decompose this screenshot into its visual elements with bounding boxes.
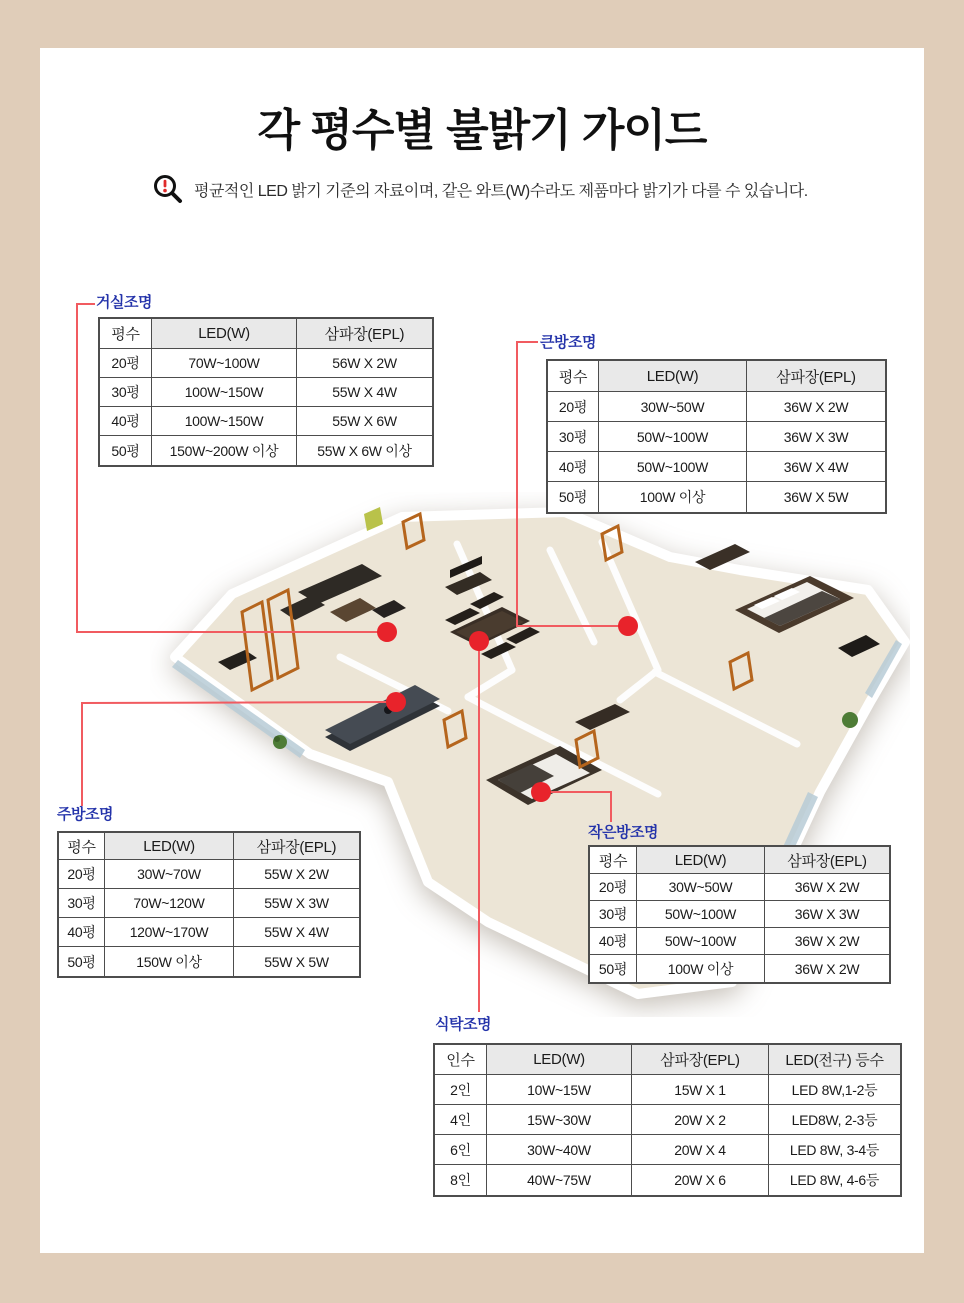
table-cell: 50W~100W bbox=[599, 452, 747, 482]
table-cell: 50평 bbox=[548, 482, 599, 512]
dining-table bbox=[433, 1043, 902, 1197]
table-cell: 20W X 4 bbox=[632, 1135, 769, 1165]
table-cell: 36W X 4W bbox=[747, 452, 885, 482]
table-cell: 50W~100W bbox=[637, 928, 765, 955]
table-cell: 20W X 6 bbox=[632, 1165, 769, 1195]
table-cell: 55W X 6W bbox=[297, 407, 432, 436]
table-cell: 20평 bbox=[100, 349, 152, 378]
page-title: 각 평수별 불밝기 가이드 bbox=[257, 106, 707, 155]
notice-text: 평균적인 LED 밝기 기준의 자료이며, 같은 와트(W)수라도 제품마다 밝기가 다를 수 있습니다. bbox=[194, 182, 808, 200]
label-small-room: 작은방조명 bbox=[588, 824, 658, 841]
table-cell: 55W X 5W bbox=[234, 947, 359, 976]
label-dining: 식탁조명 bbox=[435, 1016, 491, 1033]
table-cell: LED8W, 2-3등 bbox=[769, 1105, 900, 1135]
label-master-room: 큰방조명 bbox=[540, 334, 596, 351]
table-cell: 30평 bbox=[590, 901, 637, 928]
table-cell: 36W X 3W bbox=[765, 901, 889, 928]
table-cell: 55W X 4W bbox=[234, 918, 359, 947]
table-cell: 150W~200W 이상 bbox=[152, 436, 297, 465]
table-cell: 36W X 2W bbox=[765, 955, 889, 982]
table-cell: 15W~30W bbox=[487, 1105, 632, 1135]
table-cell: LED 8W, 4-6등 bbox=[769, 1165, 900, 1195]
living-room-table bbox=[98, 317, 434, 467]
table-header-cell: 평수 bbox=[590, 847, 637, 874]
table-header-cell: 삼파장(EPL) bbox=[297, 319, 432, 349]
table-cell: 20W X 2 bbox=[632, 1105, 769, 1135]
table-header-cell: 삼파장(EPL) bbox=[747, 361, 885, 392]
table-header-cell: LED(W) bbox=[487, 1045, 632, 1075]
table-cell: 100W 이상 bbox=[637, 955, 765, 982]
table-cell: 36W X 3W bbox=[747, 422, 885, 452]
table-header-cell: 평수 bbox=[59, 833, 105, 860]
table-cell: 70W~120W bbox=[105, 889, 234, 918]
table-cell: 100W~150W bbox=[152, 378, 297, 407]
table-cell: 150W 이상 bbox=[105, 947, 234, 976]
table-cell: LED 8W, 3-4등 bbox=[769, 1135, 900, 1165]
table-header-cell: 삼파장(EPL) bbox=[632, 1045, 769, 1075]
table-cell: 50W~100W bbox=[599, 422, 747, 452]
table-cell: LED 8W,1-2등 bbox=[769, 1075, 900, 1105]
table-cell: 55W X 2W bbox=[234, 860, 359, 889]
master-room-table bbox=[546, 359, 887, 514]
table-header-cell: LED(W) bbox=[105, 833, 234, 860]
table-cell: 70W~100W bbox=[152, 349, 297, 378]
table-cell: 30W~40W bbox=[487, 1135, 632, 1165]
table-cell: 30평 bbox=[548, 422, 599, 452]
notice-row bbox=[152, 172, 852, 206]
magnifier-alert-icon bbox=[152, 173, 184, 205]
table-cell: 4인 bbox=[435, 1105, 487, 1135]
label-kitchen: 주방조명 bbox=[57, 806, 113, 823]
table-cell: 8인 bbox=[435, 1165, 487, 1195]
table-cell: 30W~50W bbox=[599, 392, 747, 422]
table-cell: 50평 bbox=[590, 955, 637, 982]
table-cell: 40평 bbox=[100, 407, 152, 436]
table-cell: 120W~170W bbox=[105, 918, 234, 947]
table-header-cell: LED(W) bbox=[599, 361, 747, 392]
table-header-cell: LED(W) bbox=[637, 847, 765, 874]
table-cell: 55W X 6W 이상 bbox=[297, 436, 432, 465]
table-cell: 30W~70W bbox=[105, 860, 234, 889]
table-header-cell: LED(전구) 등수 bbox=[769, 1045, 900, 1075]
table-cell: 30평 bbox=[59, 889, 105, 918]
table-cell: 30평 bbox=[100, 378, 152, 407]
table-cell: 2인 bbox=[435, 1075, 487, 1105]
table-cell: 6인 bbox=[435, 1135, 487, 1165]
table-cell: 40평 bbox=[548, 452, 599, 482]
table-header-cell: 평수 bbox=[100, 319, 152, 349]
table-header-cell: LED(W) bbox=[152, 319, 297, 349]
label-living-room: 거실조명 bbox=[96, 294, 152, 311]
table-cell: 55W X 4W bbox=[297, 378, 432, 407]
kitchen-table bbox=[57, 831, 361, 978]
table-header-cell: 인수 bbox=[435, 1045, 487, 1075]
table-header-cell: 삼파장(EPL) bbox=[765, 847, 889, 874]
table-cell: 10W~15W bbox=[487, 1075, 632, 1105]
table-cell: 30W~50W bbox=[637, 874, 765, 901]
table-header-cell: 평수 bbox=[548, 361, 599, 392]
table-cell: 40평 bbox=[590, 928, 637, 955]
table-cell: 100W~150W bbox=[152, 407, 297, 436]
table-cell: 40W~75W bbox=[487, 1165, 632, 1195]
table-cell: 50평 bbox=[59, 947, 105, 976]
table-cell: 20평 bbox=[548, 392, 599, 422]
table-cell: 40평 bbox=[59, 918, 105, 947]
table-cell: 20평 bbox=[590, 874, 637, 901]
table-cell: 36W X 2W bbox=[747, 392, 885, 422]
table-cell: 55W X 3W bbox=[234, 889, 359, 918]
table-cell: 15W X 1 bbox=[632, 1075, 769, 1105]
table-cell: 56W X 2W bbox=[297, 349, 432, 378]
small-room-table bbox=[588, 845, 891, 984]
table-cell: 36W X 2W bbox=[765, 874, 889, 901]
table-cell: 100W 이상 bbox=[599, 482, 747, 512]
table-header-cell: 삼파장(EPL) bbox=[234, 833, 359, 860]
table-cell: 50평 bbox=[100, 436, 152, 465]
table-cell: 36W X 5W bbox=[747, 482, 885, 512]
table-cell: 20평 bbox=[59, 860, 105, 889]
table-cell: 50W~100W bbox=[637, 901, 765, 928]
table-cell: 36W X 2W bbox=[765, 928, 889, 955]
